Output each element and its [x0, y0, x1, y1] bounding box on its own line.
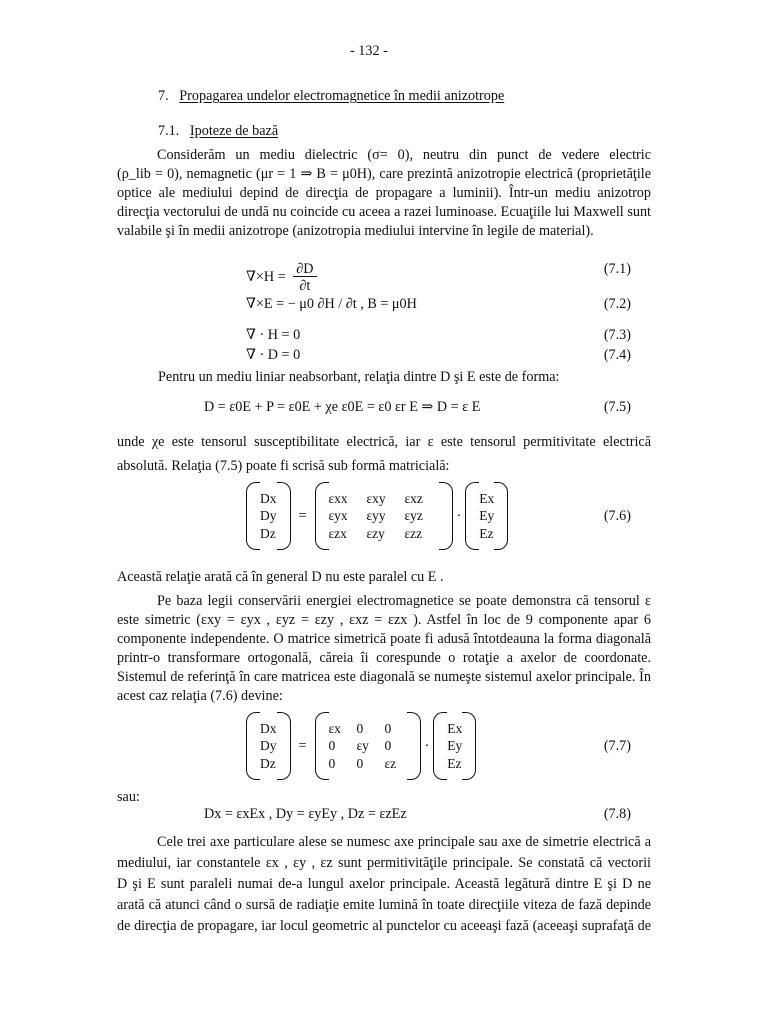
text-line: optice ale mediului depind de direcţia de propagare a luminii). Într-un mediu anizotrop [117, 185, 651, 201]
section-heading [158, 124, 278, 138]
text-line: Considerăm un mediu dielectric (σ= 0), neutru din punct de vedere electric [157, 147, 651, 163]
section-number: 7.1. [158, 123, 180, 139]
text-line: D şi E sunt paraleli numai de-a lungul axelor principale. Această legătură dintre E şi D ne [117, 876, 651, 892]
equation-7-4: ∇ · D = 0 [246, 347, 301, 363]
paragraph-principal-axes [117, 832, 651, 937]
matrix-cell: Ex [479, 490, 495, 506]
text-line: Cele trei axe particulare alese se numesc axe principale sau axe de simetrie electrică a [157, 834, 651, 850]
matrix-cell: 0 [328, 755, 336, 771]
text-line: Pentru un mediu liniar neabsorbant, relaţia dintre D şi E este de forma: [158, 369, 560, 385]
text-line: Această relaţie arată că în general D nu este paralel cu E . [117, 569, 444, 585]
text-line: (ρ_lib = 0), nemagnetic (μr = 1 ⇒ B = μ0H), care prezintă anizotropie electrică (proprietăţile [117, 166, 651, 182]
text-line: arată că atunci când o sursă de radiaţie emite lumină în toate direcţiile viteza de fază depinde [117, 897, 651, 913]
text-line: este simetric (εxy = εyx , εyz = εzy , εxz = εzx ). Astfel în loc de 9 componente apar 6 [117, 612, 651, 628]
matrix-cell: εzz [404, 525, 423, 541]
text-line: direcţia vectorului de undă nu coincide cu aceea a razei luminoase. Ecuaţiile lui Maxwell sunt [117, 204, 651, 220]
paragraph-intro [117, 146, 651, 241]
matrix-cell: 0 [384, 720, 392, 736]
tensor-matrix [329, 492, 439, 541]
chapter-title: Propagarea undelor electromagnetice în medii anizotrope [179, 88, 505, 104]
matrix-cell: Dz [260, 525, 276, 541]
matrix-cell: 0 [328, 738, 336, 754]
chapter-number: 7. [158, 88, 169, 104]
matrix-cell: Dy [260, 508, 277, 524]
matrix-cell: εzy [366, 525, 385, 541]
equation-7-8: Dx = εxEx , Dy = εyEy , Dz = εzEz [204, 806, 407, 822]
equation-7-5: D = ε0E + P = ε0E + χe ε0E = ε0 εr E ⇒ D = ε E [204, 399, 481, 415]
equation-number: (7.8) [603, 806, 631, 822]
page-number: - 132 - [350, 43, 388, 59]
matrix-cell: εzx [328, 525, 347, 541]
equation-number: (7.7) [603, 738, 631, 754]
paragraph-symmetry [117, 592, 651, 706]
text-line: mediului, iar constantele εx , εy , εz sunt permitivităţile principale. Se constată că vectorii [117, 855, 651, 871]
equation-number: (7.4) [603, 347, 631, 363]
equation-number: (7.1) [603, 261, 631, 277]
equation-7-1: ∇×H = $\frac{\partial D}{\partial t}$ [246, 262, 317, 293]
matrix-equation-7-6: Dx Dy Dz = εxx εxy εxz εyx εyy εyz εzx εzy εzz · Ex Ey Ez [246, 482, 508, 550]
equation-7-3: ∇ · H = 0 [246, 327, 301, 343]
vector-d [260, 492, 277, 541]
equation-7-2 [246, 297, 417, 311]
text-line: printr-o transformare ortogonală, căreia îi corespunde o rotaţie a axelor de coordonate. [117, 650, 651, 666]
vector-d [260, 722, 277, 771]
text-line: Pe baza legii conservării energiei electromagnetice se poate demonstra că tensorul ε [157, 593, 651, 609]
vector-e [479, 492, 494, 541]
text-line: acest caz relaţia (7.6) devine: [117, 688, 283, 704]
matrix-cell: Ez [479, 525, 494, 541]
text-line: Sistemul de referinţă în care matricea este diagonală se numeşte sistemul axelor principale. În [117, 669, 651, 685]
equation-number: (7.3) [603, 327, 631, 343]
matrix-cell: Ex [447, 720, 463, 736]
equation-lhs: ∇×H = [246, 268, 286, 285]
matrix-cell: Dz [260, 755, 276, 771]
text-line: unde χe este tensorul susceptibilitate electrică, iar ε este tensorul permitivitate electrică [117, 434, 651, 450]
chapter-heading [158, 89, 504, 103]
matrix-cell: εy [356, 738, 369, 754]
text-line: absolută. Relaţia (7.5) poate fi scrisă sub formă matricială: [117, 458, 450, 474]
section-title: Ipoteze de bază [189, 123, 279, 139]
equation-number: (7.6) [603, 508, 631, 524]
matrix-equation-7-7: Dx Dy Dz = εx 0 0 0 εy 0 0 0 εz · Ex Ey Ez [246, 712, 476, 780]
text-line: valabile şi în medii anizotrope (anizotropia mediului intervine în legile de material). [117, 223, 594, 239]
text-line: componente independente. O matrice simetrică poate fi adusă întotdeauna la forma diagonală [117, 631, 651, 647]
matrix-cell: Ey [447, 738, 463, 754]
matrix-cell: εyy [366, 508, 386, 524]
diagonal-matrix [329, 722, 407, 771]
matrix-cell: 0 [356, 720, 364, 736]
paragraph-tensor [117, 430, 651, 478]
equation-rhs: ∂H / ∂t , B = μ0H [317, 296, 417, 312]
equation-number: (7.2) [603, 296, 631, 312]
matrix-cell: εxz [404, 490, 423, 506]
matrix-cell: εxy [366, 490, 386, 506]
matrix-cell: εyz [404, 508, 423, 524]
matrix-cell: 0 [384, 738, 392, 754]
matrix-cell: εxx [328, 490, 348, 506]
matrix-cell: Ez [447, 755, 462, 771]
equation-lhs: ∇×E = − μ0 [246, 296, 314, 312]
text-line: sau: [117, 789, 140, 805]
vector-e [447, 722, 462, 771]
text-line: de direcţia de propagare, iar locul geometric al punctelor cu aceeaşi fază (aceeaşi suprafaţă de [117, 918, 651, 934]
matrix-cell: Dy [260, 738, 277, 754]
matrix-cell: Dx [260, 720, 277, 736]
equation-number: (7.5) [603, 399, 631, 415]
matrix-cell: Dx [260, 490, 277, 506]
matrix-cell: εx [328, 720, 341, 736]
matrix-cell: εz [384, 755, 397, 771]
matrix-cell: 0 [356, 755, 364, 771]
matrix-cell: εyx [328, 508, 348, 524]
matrix-cell: Ey [479, 508, 495, 524]
